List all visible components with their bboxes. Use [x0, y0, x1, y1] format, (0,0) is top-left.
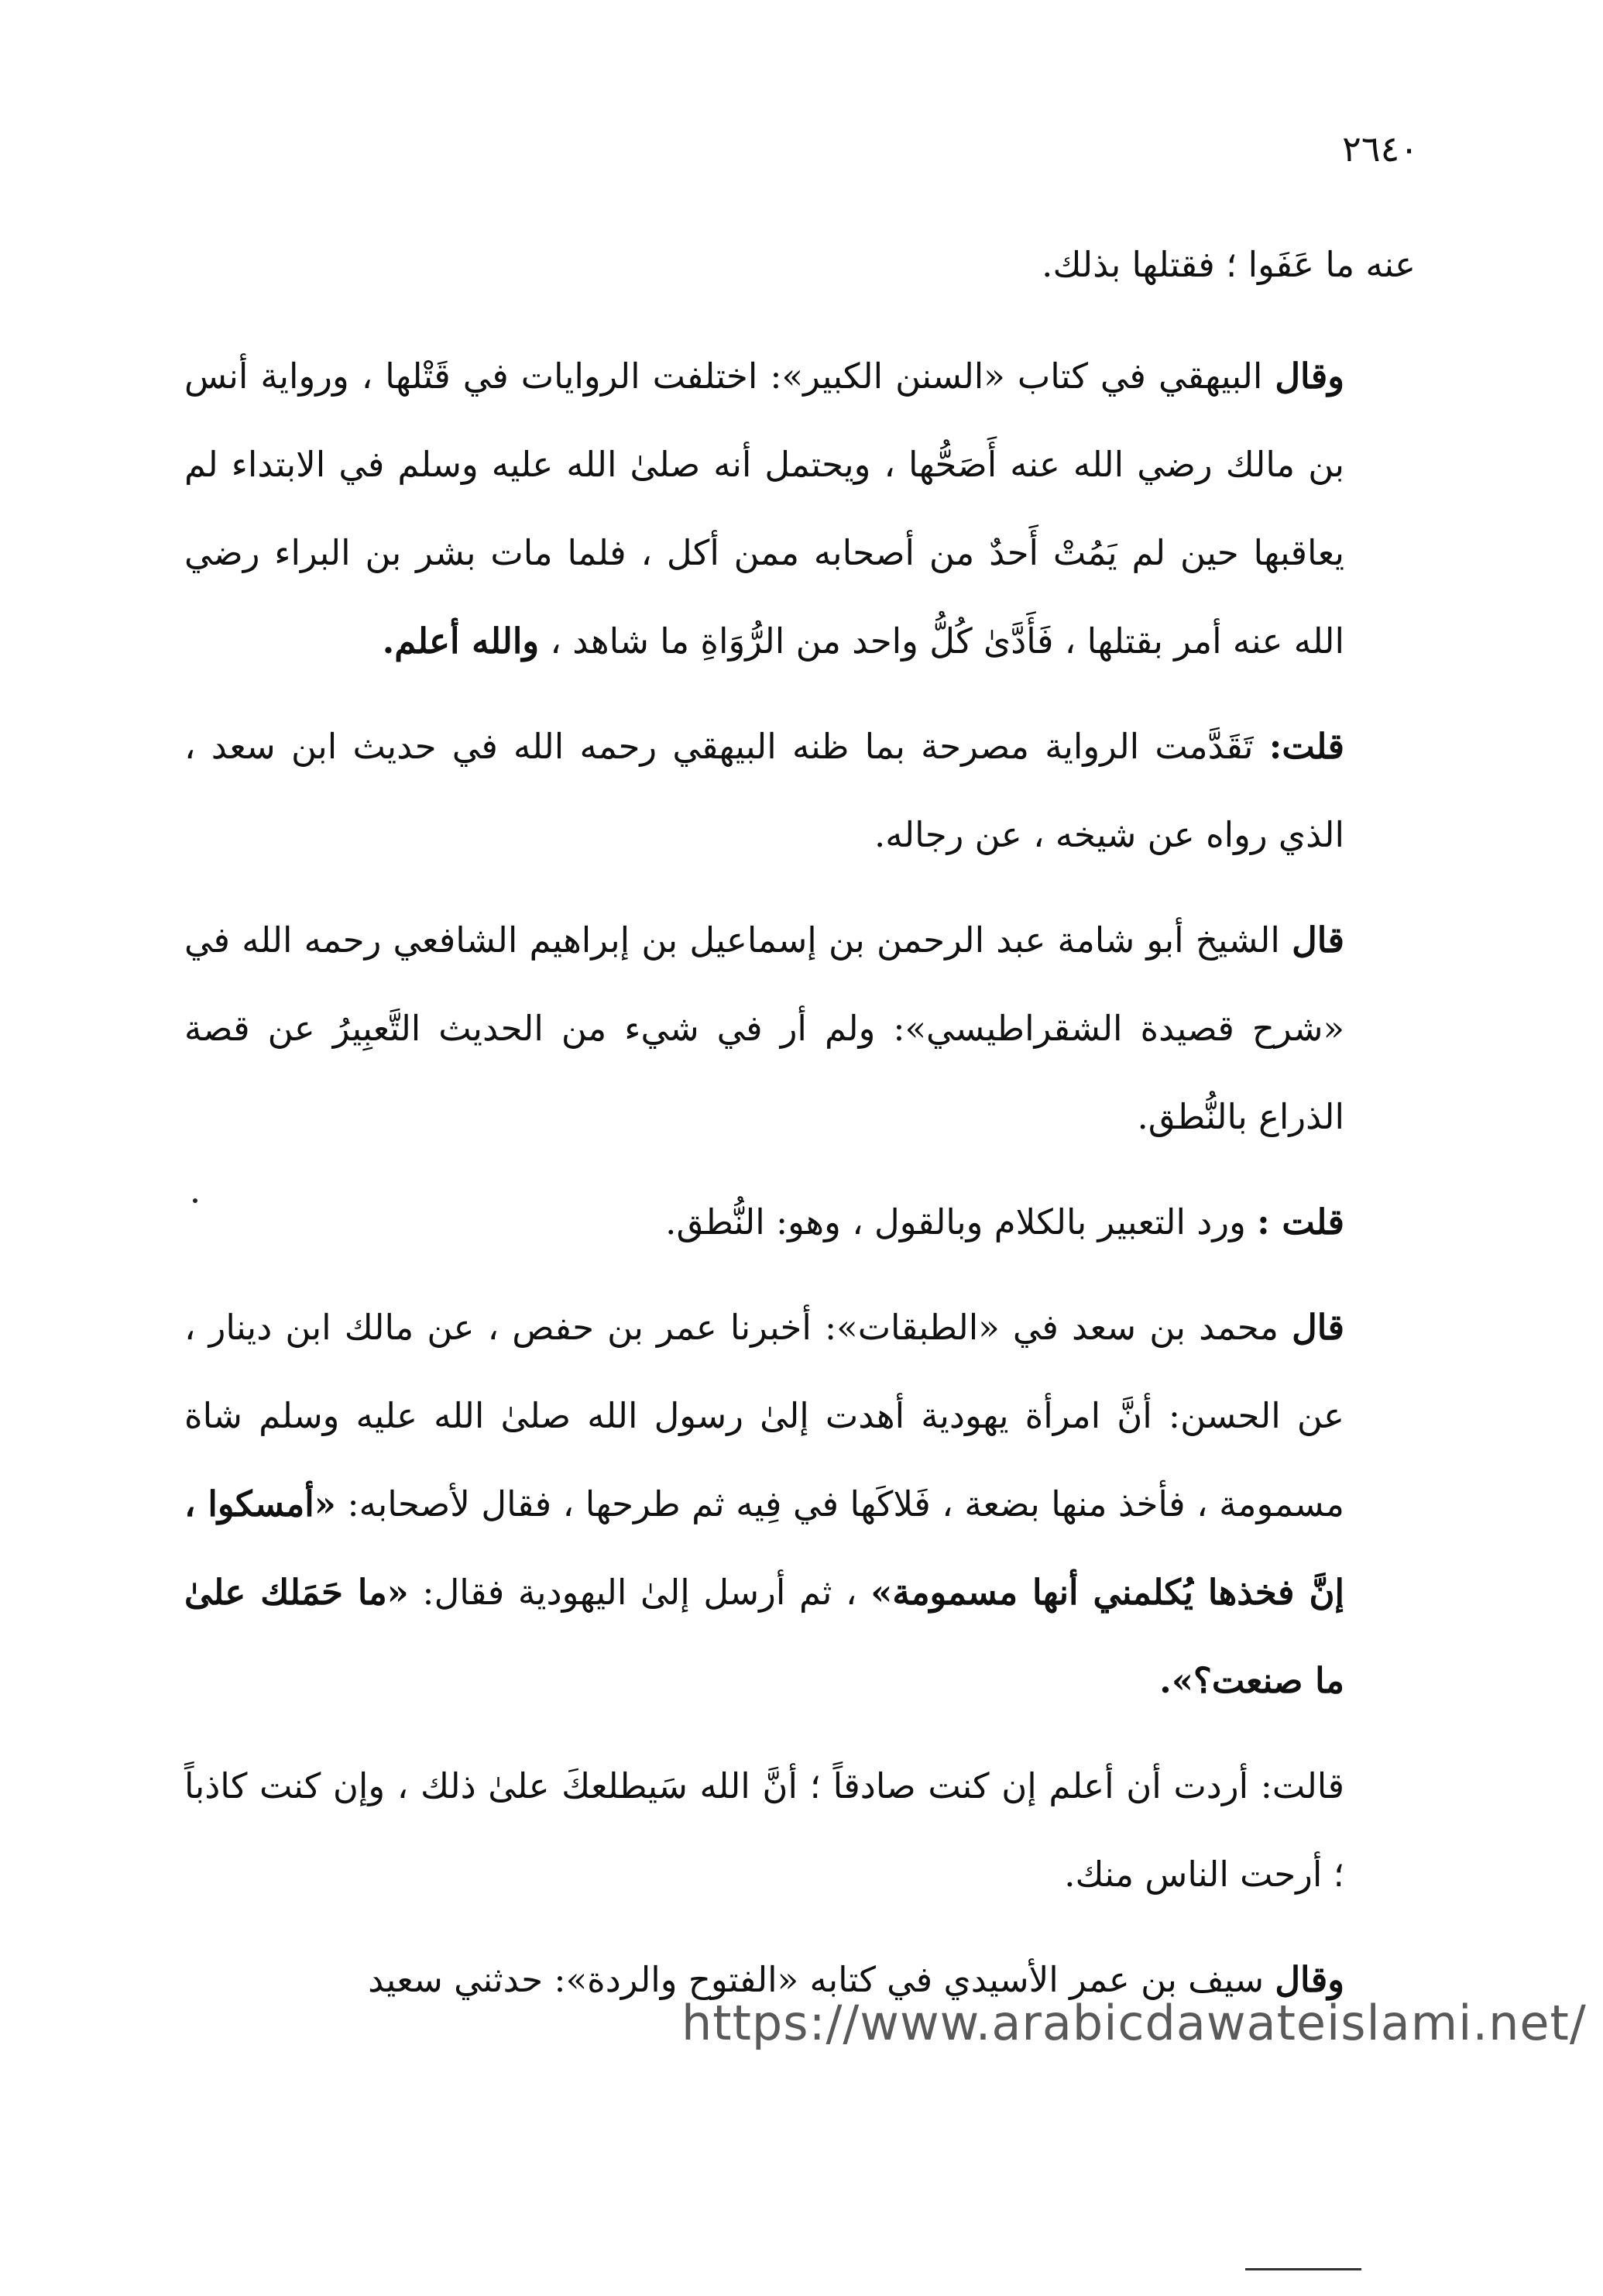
paragraph-4: [184, 896, 1416, 1161]
paragraph-7: [184, 1742, 1416, 1919]
paragraph-3-text: تَقَدَّمت الرواية مصرحة بما ظنه البيهقي رحمه الله في حديث ابن سعد ، الذي رواه عن شيخه ، عن رجاله.: [184, 726, 1344, 855]
paragraph-5-lead: قلت :: [1257, 1201, 1344, 1243]
paragraph-4-lead: قال: [1292, 919, 1344, 961]
paragraph-2-text: البيهقي في كتاب «السنن الكبير»: اختلفت الروايات في قَتْلها ، ورواية أنس بن مالك رضي الله عنه أَصَحُّها ، ويحتمل أنه صلىٰ الله عليه وسلم في الابتداء لم يعاقبها حين لم يَمُتْ أَحدٌ من أصحابه ممن أكل ، فلما مات بشر بن البراء رضي الله عنه أمر بقتلها ، فَأَدَّىٰ كُلُّ واحد من الرُّوَاةِ ما شاهد ،: [184, 356, 1344, 662]
paragraph-8-lead: وقال: [1275, 1959, 1344, 2000]
paragraph-2-tail: والله أعلم.: [382, 620, 540, 662]
paragraph-2: [184, 332, 1416, 686]
paragraph-1-text: عنه ما عَفَوا ؛ فقتلها بذلك.: [1042, 244, 1416, 285]
watermark-url: https://www.arabicdawateislami.net/: [681, 1995, 1587, 2051]
paragraph-4-text: الشيخ أبو شامة عبد الرحمن بن إسماعيل بن إبراهيم الشافعي رحمه الله في «شرح قصيدة الشقراطيسي»: ولم أر في شيء من الحديث التَّعبِيرُ عن قصة الذراع بالنُّطق.: [184, 919, 1344, 1137]
body-text: [184, 221, 1416, 2041]
paragraph-6-mid: ، ثم أرسل إلىٰ اليهودية فقال:: [408, 1572, 871, 1613]
stray-dot: [193, 1198, 197, 1203]
paragraph-6: [184, 1284, 1416, 1725]
paragraph-3: [184, 703, 1416, 879]
paragraph-6-text: محمد بن سعد في «الطبقات»: أخبرنا عمر بن حفص ، عن مالك ابن دينار ، عن الحسن: أنَّ امرأة يهودية أهدت إلىٰ رسول الله صلىٰ الله عليه وسلم شاة مسمومة ، فأخذ منها بضعة ، فَلاكَها في فِيه ثم طرحها ، فقال لأصحابه:: [184, 1307, 1344, 1524]
paragraph-3-lead: قلت:: [1268, 726, 1344, 767]
paragraph-7-text: قالت: أردت أن أعلم إن كنت صادقاً ؛ أنَّ الله سَيطلعكَ علىٰ ذلك ، وإن كنت كاذباً ؛ أرحت الناس منك.: [184, 1765, 1344, 1895]
paragraph-5-text: ورد التعبير بالكلام وبالقول ، وهو: النُّطق.: [665, 1201, 1258, 1243]
paragraph-5: [184, 1178, 1416, 1267]
paragraph-6-quote-1: «أمسكوا ، إنَّ فخذها يُكلمني أنها مسمومة»: [184, 1483, 1344, 1613]
paragraph-2-lead: وقال: [1275, 356, 1344, 397]
paragraph-6-lead: قال: [1292, 1307, 1344, 1348]
paragraph-6-quote-2: «ما حَمَلك علىٰ ما صنعت؟».: [184, 1572, 1344, 1701]
page-number: ٢٦٤٠: [1342, 128, 1419, 170]
paragraph-8-text: سيف بن عمر الأسيدي في كتابه «الفتوح والردة»: حدثني سعيد: [368, 1959, 1275, 2000]
footer-rule: [1245, 2268, 1361, 2270]
paragraph-1: [184, 221, 1416, 309]
